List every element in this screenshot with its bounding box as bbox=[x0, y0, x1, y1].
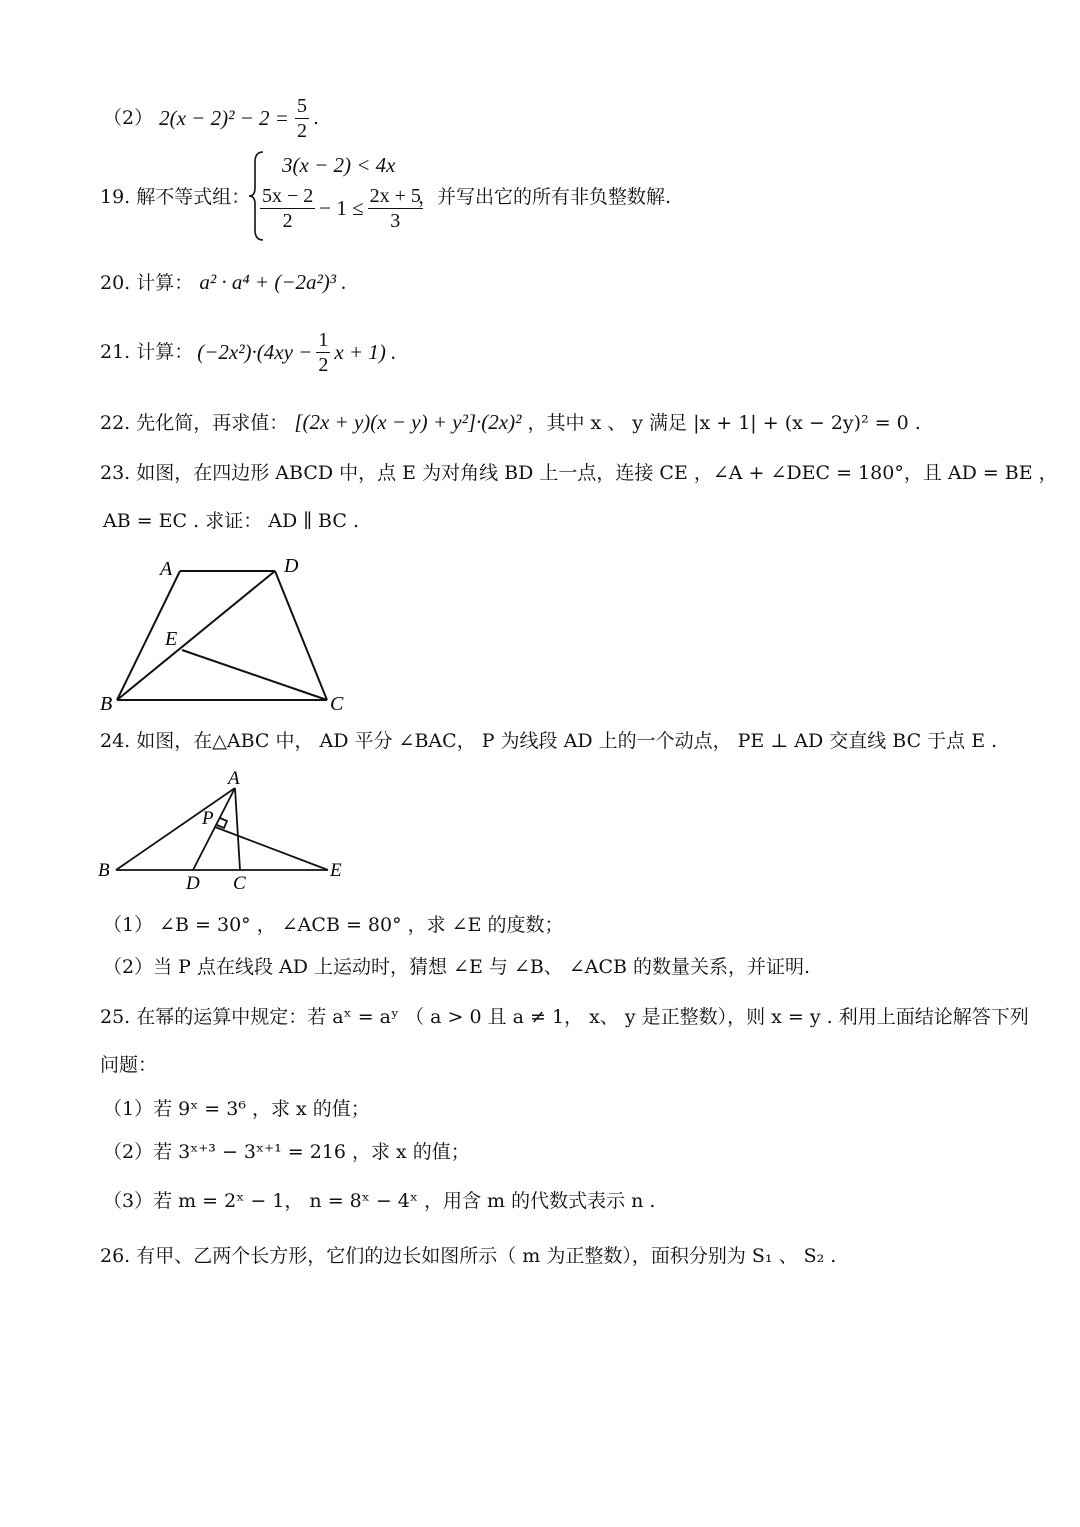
q23-segment-ce bbox=[182, 650, 327, 700]
q19-tail: ，并写出它的所有非负整数解. bbox=[418, 186, 672, 208]
q26-line-1: 26. 有甲、乙两个长方形，它们的边长如图所示（ m 为正整数），面积分别为 S₁ 、 S₂ . bbox=[100, 1245, 837, 1267]
q21-expr-left: (−2x²)·(4xy − bbox=[197, 339, 313, 364]
q24-figure bbox=[96, 766, 356, 896]
q24-label-c: C bbox=[233, 873, 246, 894]
q18-part2-fraction bbox=[295, 96, 309, 141]
q22-tail: ，其中 x 、 y 满足 |x + 1| + (x − 2y)² = 0 . bbox=[527, 412, 921, 434]
q22-label: 22. 先化简，再求值： bbox=[100, 412, 289, 434]
q23-figure bbox=[98, 554, 358, 714]
q20-label: 20. 计算： bbox=[100, 272, 194, 294]
q18-part2-label: （2） bbox=[103, 106, 154, 129]
q21-label: 21. 计算： bbox=[100, 340, 194, 363]
q19-frac-2-den: 3 bbox=[390, 210, 401, 232]
q24-side-ac bbox=[235, 788, 240, 870]
q23-line-1: 23. 如图，在四边形 ABCD 中，点 E 为对角线 BD 上一点，连接 CE ，∠A + ∠DEC = 180°，且 AD = BE ， bbox=[100, 462, 1058, 484]
q24-segment-ad bbox=[193, 788, 235, 870]
q23-label-c: C bbox=[330, 693, 344, 714]
q23-diagonal-bd bbox=[117, 571, 275, 700]
q19-inequality-1: 3(x − 2) < 4x bbox=[282, 153, 396, 177]
q22 bbox=[100, 412, 921, 433]
q21-frac-den: 2 bbox=[318, 353, 329, 376]
q18-part2-frac-num: 5 bbox=[296, 94, 307, 117]
q18-part2 bbox=[103, 96, 319, 140]
q18-part2-frac-den: 2 bbox=[296, 119, 307, 142]
q21-fraction bbox=[316, 330, 330, 375]
q24-sub-1: （1） ∠B = 30° ， ∠ACB = 80° ，求 ∠E 的度数； bbox=[103, 914, 564, 936]
q23-side-dc bbox=[275, 571, 327, 700]
q19-mid: − 1 ≤ bbox=[319, 196, 364, 220]
q25-sub-3: （3）若 m = 2ˣ − 1， n = 8ˣ − 4ˣ ，用含 m 的代数式表示 n . bbox=[103, 1190, 656, 1212]
q24-label-d: D bbox=[186, 873, 200, 894]
q23-label-d: D bbox=[284, 555, 299, 577]
q24-sub-2: （2）当 P 点在线段 AD 上运动时，猜想 ∠E 与 ∠B、 ∠ACB 的数量关系，并证明. bbox=[103, 956, 811, 978]
q23-label-a: A bbox=[160, 558, 173, 580]
q19-frac-1-den: 2 bbox=[282, 210, 293, 232]
q18-part2-expr: 2(x − 2)² − 2 = bbox=[159, 105, 289, 130]
q24-label-a: A bbox=[228, 768, 240, 789]
q24-label-e: E bbox=[330, 860, 342, 881]
q20-expr: a² · a⁴ + (−2a²)³ . bbox=[199, 270, 347, 294]
q24-line-1: 24. 如图，在△ABC 中， AD 平分 ∠BAC， P 为线段 AD 上的一个动点， PE ⊥ AD 交直线 BC 于点 E . bbox=[100, 730, 998, 752]
q19-frac-1 bbox=[260, 186, 315, 231]
q24-segment-pe bbox=[215, 827, 328, 870]
q25-sub-1: （1）若 9ˣ = 3⁶ ，求 x 的值； bbox=[103, 1098, 370, 1120]
q24-side-ab bbox=[116, 788, 235, 870]
q19-frac-2 bbox=[368, 186, 423, 231]
q24-label-b: B bbox=[98, 860, 110, 881]
q21-expr-right: x + 1) . bbox=[334, 339, 397, 364]
q23-label-e: E bbox=[165, 628, 178, 650]
q25-line-2: 问题： bbox=[100, 1054, 158, 1076]
q22-expr: [(2x + y)(x − y) + y²]·(2x)² bbox=[294, 410, 522, 434]
q19-label: 19. 解不等式组： bbox=[100, 186, 251, 208]
q23-label-b: B bbox=[100, 693, 113, 714]
q19-frac-2-num: 2x + 5 bbox=[369, 185, 421, 207]
q20 bbox=[100, 272, 347, 293]
q23-line-2: AB = EC . 求证： AD ∥ BC . bbox=[103, 510, 359, 532]
q25-line-1: 25. 在幂的运算中规定：若 aˣ = aʸ （ a > 0 且 a ≠ 1， x、 y 是正整数），则 x = y . 利用上面结论解答下列 bbox=[100, 1006, 1029, 1028]
q19-inequality-2 bbox=[260, 186, 423, 231]
q21 bbox=[100, 328, 396, 376]
q18-part2-end: . bbox=[312, 106, 320, 129]
q25-sub-2: （2）若 3ˣ⁺³ − 3ˣ⁺¹ = 216 ，求 x 的值； bbox=[103, 1141, 470, 1163]
q24-label-p: P bbox=[202, 808, 214, 829]
q19-frac-1-num: 5x − 2 bbox=[262, 185, 314, 207]
q21-frac-num: 1 bbox=[318, 328, 329, 351]
